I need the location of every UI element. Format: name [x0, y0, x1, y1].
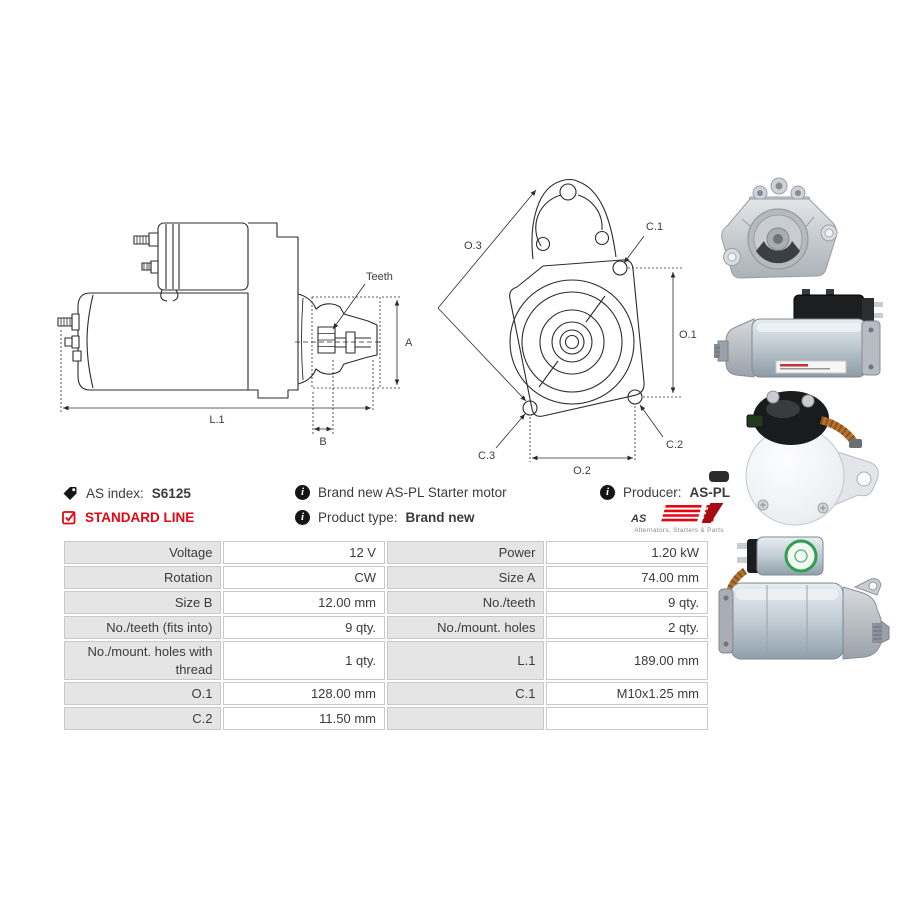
as-pl-logo [625, 501, 737, 535]
as-index-row [62, 485, 191, 501]
table-row [64, 616, 708, 639]
spec-label: C.2 [64, 707, 221, 730]
spec-label: Size B [64, 591, 221, 614]
spec-value: 12 V [223, 541, 385, 564]
logo-text: AS [631, 513, 647, 525]
checkbox-check-icon [62, 510, 77, 525]
side-view-technical-drawing [45, 180, 435, 470]
spec-label: C.1 [387, 682, 544, 705]
spec-label: No./teeth [387, 591, 544, 614]
info-icon: i [295, 485, 310, 500]
as-index-label: AS index: [86, 485, 144, 501]
dim-label-o1: O.1 [679, 329, 697, 341]
spec-value: 9 qty. [223, 616, 385, 639]
spec-label [387, 707, 544, 730]
table-row [64, 682, 708, 705]
spec-value [546, 707, 708, 730]
product-type-label: Product type: [318, 510, 398, 525]
dim-label-o2: O.2 [573, 465, 591, 477]
table-row [64, 641, 708, 680]
spec-value: 189.00 mm [546, 641, 708, 680]
spec-value: 12.00 mm [223, 591, 385, 614]
spec-label: Voltage [64, 541, 221, 564]
dim-label-c2: C.2 [666, 439, 684, 451]
info-icon: i [600, 485, 615, 500]
product-photo-side-black-solenoid [714, 289, 894, 389]
spec-value: 1 qty. [223, 641, 385, 680]
spec-value: CW [223, 566, 385, 589]
spec-value: 74.00 mm [546, 566, 708, 589]
brand-new-row [295, 485, 507, 500]
spec-label: L.1 [387, 641, 544, 680]
dim-label-c3: C.3 [478, 450, 496, 462]
spec-label: Rotation [64, 566, 221, 589]
producer-label: Producer: [623, 485, 682, 500]
product-type-row [295, 510, 475, 525]
dim-label-c1: C.1 [646, 221, 664, 233]
spec-value: M10x1.25 mm [546, 682, 708, 705]
spec-label: No./teeth (fits into) [64, 616, 221, 639]
product-type-value: Brand new [405, 510, 475, 525]
producer-row [600, 485, 730, 500]
dim-label-o3: O.3 [464, 240, 482, 252]
spec-label: No./mount. holes [387, 616, 544, 639]
spec-label: O.1 [64, 682, 221, 705]
dim-label-b: B [319, 436, 327, 448]
product-photo-side-green-sticker [705, 531, 890, 709]
spec-label: Power [387, 541, 544, 564]
table-row [64, 707, 708, 730]
product-photo-front-flange [712, 177, 847, 287]
spec-value: 11.50 mm [223, 707, 385, 730]
spec-value: 128.00 mm [223, 682, 385, 705]
spec-value: 2 qty. [546, 616, 708, 639]
dim-label-a: A [405, 337, 413, 349]
table-row [64, 591, 708, 614]
standard-line-row [62, 510, 194, 525]
table-row [64, 541, 708, 564]
producer-value: AS-PL [689, 485, 731, 500]
info-icon: i [295, 510, 310, 525]
as-index-value: S6125 [151, 485, 191, 501]
logo-tagline: Alternators, Starters & Parts [634, 527, 724, 534]
spec-label: Size A [387, 566, 544, 589]
front-view-technical-drawing [430, 160, 710, 480]
dim-label-teeth: Teeth [366, 271, 393, 283]
table-row [64, 566, 708, 589]
standard-line-badge: STANDARD LINE [85, 510, 195, 525]
spec-label: No./mount. holes with thread [64, 641, 221, 680]
spec-value: 1.20 kW [546, 541, 708, 564]
spec-table [62, 539, 710, 732]
dim-label-l1: L.1 [209, 414, 225, 426]
brand-new-text: Brand new AS-PL Starter motor [318, 485, 507, 500]
spec-value: 9 qty. [546, 591, 708, 614]
tag-icon [62, 485, 78, 501]
